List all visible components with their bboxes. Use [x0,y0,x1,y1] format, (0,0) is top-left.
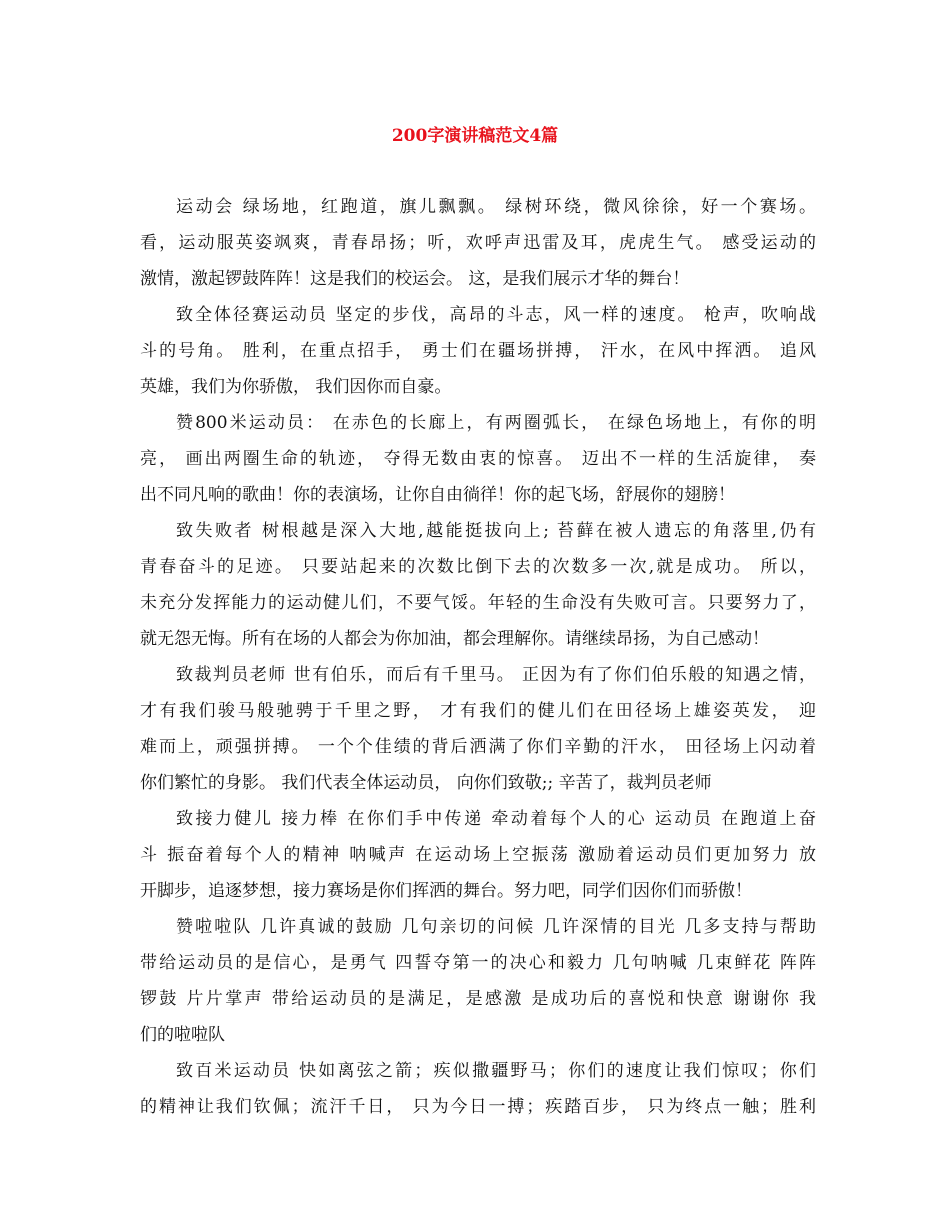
paragraph-line: 致失败者 树根越是深入大地,越能挺拔向上; 苔藓在被人遗忘的角落里,仍有 [176,521,816,541]
paragraph-line: 致百米运动员 快如离弦之箭；疾似撒疆野马；你们的速度让我们惊叹；你们 [176,1061,816,1081]
paragraph [140,297,816,405]
paragraph-line: 难而上，顽强拼搏。 一个个佳绩的背后洒满了你们辛勤的汗水， 田径场上闪动着 [140,737,816,757]
paragraph-line: 开脚步，追逐梦想，接力赛场是你们挥洒的舞台。努力吧，同学们因你们而骄傲！ [140,881,752,901]
paragraph-line: 看，运动服英姿飒爽，青春昂扬；听，欢呼声迅雷及耳，虎虎生气。 感受运动的 [140,233,816,253]
paragraph-line: 激情，激起锣鼓阵阵！这是我们的校运会。 这，是我们展示才华的舞台！ [140,269,690,289]
paragraph-line: 带给运动员的是信心，是勇气 四誓夺第一的决心和毅力 几句呐喊 几束鲜花 阵阵 [140,953,816,973]
paragraph-line: 致裁判员老师 世有伯乐，而后有千里马。 正因为有了你们伯乐般的知遇之情， [176,665,816,685]
paragraph-line: 未充分发挥能力的运动健儿们，不要气馁。年轻的生命没有失败可言。只要努力了， [140,593,816,613]
paragraph-line: 才有我们骏马般驰骋于千里之野， 才有我们的健儿们在田径场上雄姿英发， 迎 [140,701,816,721]
paragraph [140,189,816,297]
paragraph-line: 英雄，我们为你骄傲， 我们因你而自豪。 [140,377,452,397]
paragraph-line: 就无怨无悔。所有在场的人都会为你加油，都会理解你。请继续昂扬，为自己感动！ [140,629,769,649]
paragraph-line: 们的啦啦队 [140,1025,225,1045]
paragraph-line: 亮， 画出两圈生命的轨迹， 夺得无数由衷的惊喜。 迈出不一样的生活旋律， 奏 [140,449,816,469]
paragraph-line: 的精神让我们钦佩；流汗千日， 只为今日一搏；疾踏百步， 只为终点一触；胜利 [140,1097,816,1117]
paragraph [140,801,816,909]
paragraph-line: 致全体径赛运动员 坚定的步伐，高昂的斗志，风一样的速度。 枪声，吹响战 [176,305,816,325]
paragraph [140,909,816,1053]
paragraph [140,657,816,801]
paragraph [140,405,816,513]
document-title: 200字演讲稿范文4篇 [391,126,559,146]
paragraph-line: 锣鼓 片片掌声 带给运动员的是满足，是感激 是成功后的喜悦和快意 谢谢你 我 [140,989,816,1009]
paragraph-line: 运动会 绿场地，红跑道，旗儿飘飘。 绿树环绕，微风徐徐，好一个赛场。 [176,197,816,217]
paragraph-line: 致接力健儿 接力棒 在你们手中传递 牵动着每个人的心 运动员 在跑道上奋 [176,809,816,829]
paragraph-line: 你们繁忙的身影。 我们代表全体运动员， 向你们致敬;; 辛苦了，裁判员老师 [140,773,712,793]
paragraph-line: 出不同凡响的歌曲！你的表演场，让你自由徜徉！你的起飞场，舒展你的翅膀！ [140,485,735,505]
document-body [140,189,816,1125]
paragraph-line: 斗的号角。 胜利，在重点招手， 勇士们在疆场拼搏， 汗水，在风中挥洒。 追风 [140,341,816,361]
paragraph-line: 赞800米运动员： 在赤色的长廊上，有两圈弧长， 在绿色场地上，有你的明 [176,413,816,433]
paragraph [140,513,816,657]
paragraph-line: 斗 振奋着每个人的精神 呐喊声 在运动场上空振荡 激励着运动员们更加努力 放 [140,845,816,865]
paragraph [140,1053,816,1125]
paragraph-line: 青春奋斗的足迹。 只要站起来的次数比倒下去的次数多一次,就是成功。 所以， [140,557,816,577]
paragraph-line: 赞啦啦队 几许真诚的鼓励 几句亲切的问候 几许深情的目光 几多支持与帮助 [176,917,816,937]
